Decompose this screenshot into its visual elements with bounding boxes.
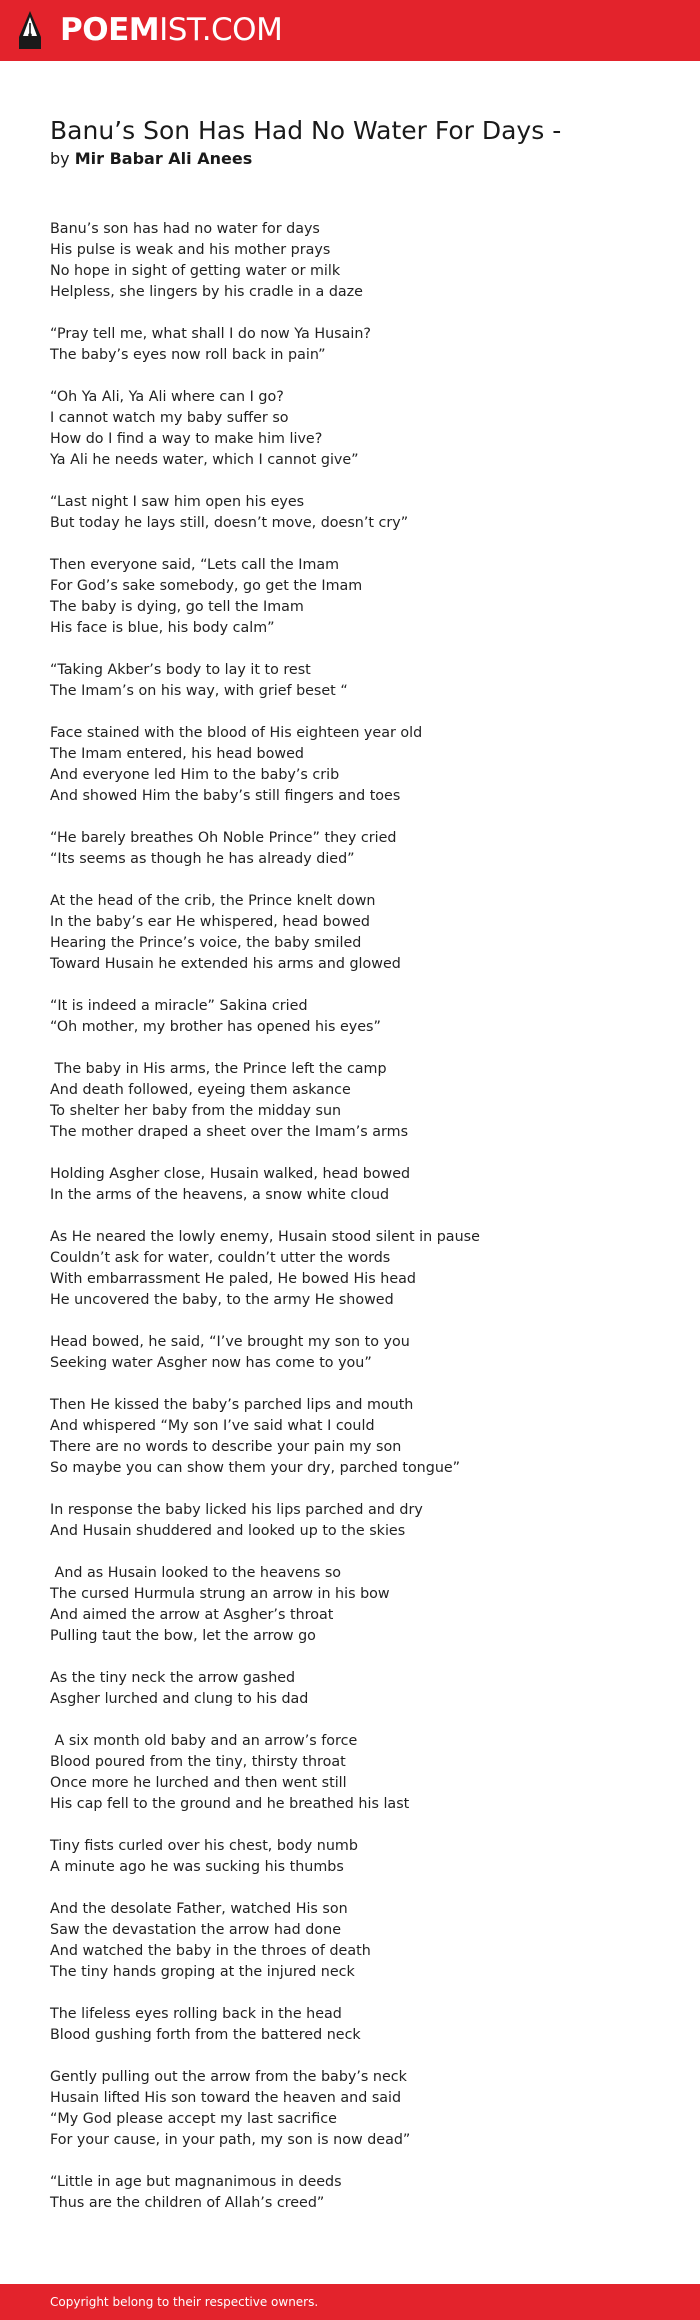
stanza (50, 219, 670, 303)
poem-line: And Husain shuddered and looked up to the skies (50, 1523, 406, 1539)
stanza (50, 1731, 670, 1815)
poem-line: No hope in sight of getting water or milk (50, 263, 341, 279)
poem-line: The Imam entered, his head bowed (50, 746, 304, 762)
poem-line: Banu’s son has had no water for days (50, 221, 320, 237)
pen-nib-icon[interactable] (18, 11, 42, 49)
poem-line: And watched the baby in the throes of death (50, 1943, 371, 1959)
poem-title: Banu’s Son Has Had No Water For Days - (50, 116, 562, 145)
poem-line: “Little in age but magnanimous in deeds (50, 2174, 342, 2190)
poem-line: How do I find a way to make him live? (50, 431, 323, 447)
author-name[interactable]: Mir Babar Ali Anees (74, 149, 253, 168)
poem-line: Holding Asgher close, Husain walked, head bowed (50, 1166, 411, 1182)
poem-line: For God’s sake somebody, go get the Imam (50, 578, 363, 594)
logo-text-strong: POEM (60, 12, 160, 48)
stanza (50, 2004, 670, 2046)
poem-line: He uncovered the baby, to the army He showed (50, 1292, 394, 1308)
poem-line: The lifeless eyes rolling back in the head (50, 2006, 342, 2022)
poem-line: With embarrassment He paled, He bowed His head (50, 1271, 416, 1287)
stanza (50, 660, 670, 702)
poem-line: Then everyone said, “Lets call the Imam (50, 557, 340, 573)
poem-line: Blood poured from the tiny, thirsty throat (50, 1754, 346, 1770)
poem-line: The cursed Hurmula strung an arrow in his bow (50, 1586, 390, 1602)
poem-line: And death followed, eyeing them askance (50, 1082, 351, 1098)
poem-line: Ya Ali he needs water, which I cannot give” (50, 452, 359, 468)
poem-line: Blood gushing forth from the battered neck (50, 2027, 361, 2043)
poem-line: A six month old baby and an arrow’s force (50, 1733, 358, 1749)
poem-line: Gently pulling out the arrow from the baby’s neck (50, 2069, 407, 2085)
poem-line: His pulse is weak and his mother prays (50, 242, 331, 258)
poem-line: Thus are the children of Allah’s creed” (50, 2195, 325, 2211)
stanza (50, 828, 670, 870)
site-header (0, 0, 700, 61)
stanza (50, 1836, 670, 1878)
stanza (50, 1059, 670, 1143)
poem-line: I cannot watch my baby suffer so (50, 410, 289, 426)
poem-line: The tiny hands groping at the injured neck (50, 1964, 355, 1980)
poem-line: And as Husain looked to the heavens so (50, 1565, 342, 1581)
poem-line: In the baby’s ear He whispered, head bowed (50, 914, 371, 930)
by-label: by (50, 149, 70, 168)
poem-line: Face stained with the blood of His eighteen year old (50, 725, 423, 741)
poem-line: Husain lifted His son toward the heaven and said (50, 2090, 402, 2106)
poem-line: As He neared the lowly enemy, Husain stood silent in pause (50, 1229, 480, 1245)
poem-line: Saw the devastation the arrow had done (50, 1922, 341, 1938)
poem-line: In response the baby licked his lips parched and dry (50, 1502, 423, 1518)
stanza (50, 1500, 670, 1542)
stanza (50, 492, 670, 534)
stanza (50, 891, 670, 975)
poem-line: Head bowed, he said, “I’ve brought my son to you (50, 1334, 410, 1350)
poem-line: At the head of the crib, the Prince knelt down (50, 893, 376, 909)
stanza (50, 1227, 670, 1311)
stanza (50, 996, 670, 1038)
stanza (50, 1164, 670, 1206)
poem-line: Toward Husain he extended his arms and glowed (50, 956, 401, 972)
copyright-notice: Copyright belong to their respective owners. (50, 2295, 319, 2309)
poem-line: “It is indeed a miracle” Sakina cried (50, 998, 308, 1014)
poem-line: And everyone led Him to the baby’s crib (50, 767, 340, 783)
poem-line: “Its seems as though he has already died” (50, 851, 355, 867)
poem-line: And aimed the arrow at Asgher’s throat (50, 1607, 334, 1623)
stanza (50, 1395, 670, 1479)
poem-line: “Oh mother, my brother has opened his eyes” (50, 1019, 381, 1035)
poem-line: Hearing the Prince’s voice, the baby smiled (50, 935, 362, 951)
poem-line: His cap fell to the ground and he breathed his last (50, 1796, 410, 1812)
stanza (50, 1668, 670, 1710)
poem-line: As the tiny neck the arrow gashed (50, 1670, 296, 1686)
poem-body (50, 219, 670, 2235)
stanza (50, 1899, 670, 1983)
poem-line: Then He kissed the baby’s parched lips and mouth (50, 1397, 414, 1413)
poem-line: “Taking Akber’s body to lay it to rest (50, 662, 311, 678)
stanza (50, 2067, 670, 2151)
poem-line: Helpless, she lingers by his cradle in a daze (50, 284, 363, 300)
poem-line: The mother draped a sheet over the Imam’s arms (50, 1124, 409, 1140)
poem-line: Tiny fists curled over his chest, body numb (50, 1838, 358, 1854)
poem-line: But today he lays still, doesn’t move, doesn’t cry” (50, 515, 409, 531)
poem-line: The baby’s eyes now roll back in pain” (50, 347, 326, 363)
stanza (50, 1332, 670, 1374)
logo-text-light: IST.COM (159, 12, 283, 48)
stanza (50, 723, 670, 807)
poem-line: “My God please accept my last sacrifice (50, 2111, 337, 2127)
poem-line: A minute ago he was sucking his thumbs (50, 1859, 344, 1875)
stanza (50, 324, 670, 366)
poem-line: His face is blue, his body calm” (50, 620, 275, 636)
poem-line: The baby is dying, go tell the Imam (50, 599, 304, 615)
poem-line: Seeking water Asgher now has come to you” (50, 1355, 372, 1371)
poem-line: And showed Him the baby’s still fingers and toes (50, 788, 401, 804)
stanza (50, 1563, 670, 1647)
poem-line: “Pray tell me, what shall I do now Ya Husain? (50, 326, 371, 342)
stanza (50, 2172, 670, 2214)
poem-line: The Imam’s on his way, with grief beset “ (50, 683, 348, 699)
poem-line: Asgher lurched and clung to his dad (50, 1691, 309, 1707)
poem-line: Couldn’t ask for water, couldn’t utter the words (50, 1250, 391, 1266)
poem-line: And the desolate Father, watched His son (50, 1901, 348, 1917)
poem-line: So maybe you can show them your dry, parched tongue” (50, 1460, 461, 1476)
poem-line: The baby in His arms, the Prince left the camp (50, 1061, 387, 1077)
poem-line: Once more he lurched and then went still (50, 1775, 347, 1791)
stanza (50, 555, 670, 639)
poem-line: There are no words to describe your pain my son (50, 1439, 402, 1455)
site-logo[interactable] (60, 12, 282, 48)
poem-line: Pulling taut the bow, let the arrow go (50, 1628, 316, 1644)
poem-line: In the arms of the heavens, a snow white cloud (50, 1187, 390, 1203)
poem-line: “Last night I saw him open his eyes (50, 494, 305, 510)
site-footer (0, 2284, 700, 2320)
poem-line: To shelter her baby from the midday sun (50, 1103, 342, 1119)
stanza (50, 387, 670, 471)
byline (50, 147, 252, 171)
poem-line: “He barely breathes Oh Noble Prince” they cried (50, 830, 397, 846)
poem-line: “Oh Ya Ali, Ya Ali where can I go? (50, 389, 284, 405)
poem-line: For your cause, in your path, my son is now dead” (50, 2132, 411, 2148)
poem-line: And whispered “My son I’ve said what I could (50, 1418, 375, 1434)
